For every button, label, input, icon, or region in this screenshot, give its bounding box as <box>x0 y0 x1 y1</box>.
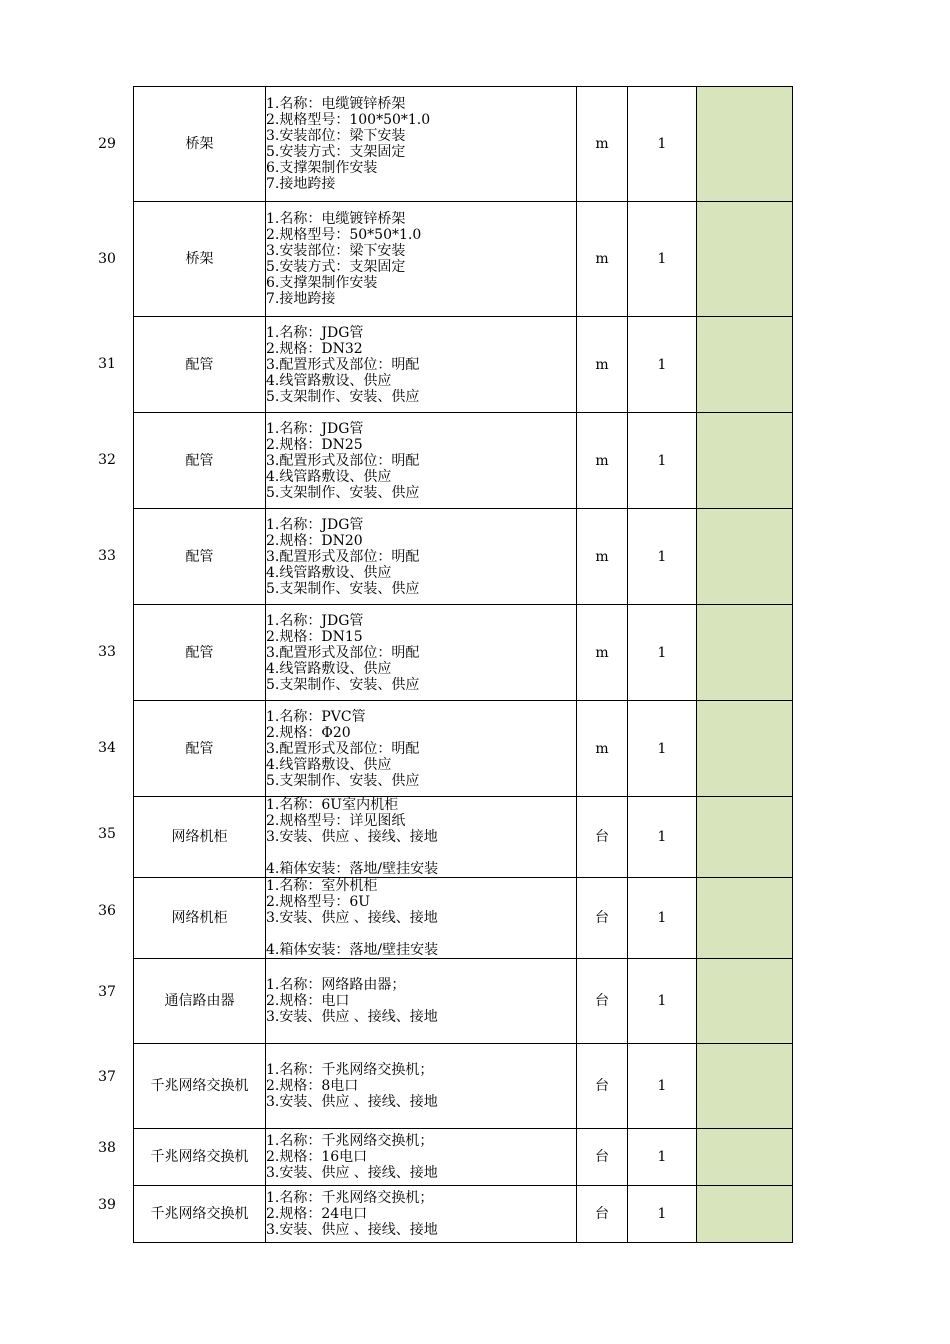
price-input-cell[interactable] <box>697 413 793 509</box>
quantity-cell[interactable]: 1 <box>628 1129 697 1186</box>
row-number: 32 <box>98 452 116 468</box>
description-line: 5.支架制作、安装、供应 <box>266 580 420 597</box>
description-line: 2.规格：8电口 <box>266 1078 359 1094</box>
description-line: 1.名称：室外机柜 <box>266 878 378 894</box>
price-input-cell[interactable] <box>697 605 793 701</box>
description-line: 1.名称：6U室内机柜 <box>266 797 399 813</box>
description-line: 7.接地跨接 <box>266 176 336 192</box>
description-line: 2.规格：电口 <box>266 993 350 1009</box>
table-row <box>134 1186 793 1243</box>
item-description-cell[interactable] <box>266 509 577 605</box>
description-line: 3.安装、供应 、接线、接地 <box>266 1094 438 1110</box>
table-row <box>134 797 793 878</box>
item-name-cell[interactable]: 网络机柜 <box>134 797 266 878</box>
item-description-cell[interactable] <box>266 959 577 1044</box>
description-line: 6.支撑架制作安装 <box>266 275 378 291</box>
row-number: 33 <box>98 644 116 660</box>
item-description-cell[interactable] <box>266 1186 577 1243</box>
item-name-cell[interactable]: 桥架 <box>134 202 266 317</box>
description-line: 2.规格：DN15 <box>266 628 363 645</box>
row-number: 30 <box>98 250 116 267</box>
description-line: 5.支架制作、安装、供应 <box>266 676 420 693</box>
unit-cell[interactable]: m <box>577 701 628 797</box>
quantity-cell[interactable]: 1 <box>628 87 697 202</box>
table-row <box>134 509 793 605</box>
quantity-cell[interactable]: 1 <box>628 202 697 317</box>
item-name-cell[interactable]: 配管 <box>134 317 266 413</box>
description-line: 3.配置形式及部位：明配 <box>266 452 420 469</box>
item-name-cell[interactable]: 配管 <box>134 605 266 701</box>
description-line: 2.规格型号：50*50*1.0 <box>266 227 422 243</box>
price-input-cell[interactable] <box>697 1044 793 1129</box>
row-number: 39 <box>98 1196 116 1213</box>
row-number: 35 <box>98 826 116 842</box>
unit-cell[interactable]: 台 <box>577 1044 628 1129</box>
description-line <box>266 926 576 942</box>
unit-cell[interactable]: m <box>577 413 628 509</box>
item-name-cell[interactable]: 千兆网络交换机 <box>134 1044 266 1129</box>
description-line: 4.箱体安装：落地/壁挂安装 <box>266 861 439 877</box>
quantity-cell[interactable]: 1 <box>628 797 697 878</box>
description-line: 1.名称：PVC管 <box>266 708 366 725</box>
description-line: 3.安装、供应 、接线、接地 <box>266 910 438 926</box>
description-line: 3.安装、供应 、接线、接地 <box>266 829 438 845</box>
table-row <box>134 878 793 959</box>
item-description-cell[interactable] <box>266 1129 577 1186</box>
description-line: 3.安装部位：梁下安装 <box>266 128 406 144</box>
unit-cell[interactable]: 台 <box>577 1186 628 1243</box>
item-description-cell[interactable] <box>266 797 577 878</box>
description-line: 2.规格型号：100*50*1.0 <box>266 112 431 128</box>
row-number: 38 <box>98 1139 116 1156</box>
price-input-cell[interactable] <box>697 87 793 202</box>
unit-cell[interactable]: m <box>577 202 628 317</box>
description-line: 5.支架制作、安装、供应 <box>266 484 420 501</box>
description-line: 4.线管路敷设、供应 <box>266 660 392 677</box>
row-number: 37 <box>98 1068 116 1085</box>
description-line: 4.线管路敷设、供应 <box>266 564 392 581</box>
description-line: 4.线管路敷设、供应 <box>266 372 392 389</box>
quantity-cell[interactable]: 1 <box>628 959 697 1044</box>
description-line: 1.名称：JDG管 <box>266 516 364 533</box>
table-row <box>134 1044 793 1129</box>
unit-cell[interactable]: m <box>577 509 628 605</box>
description-line: 3.配置形式及部位：明配 <box>266 548 420 565</box>
row-number: 29 <box>98 135 116 152</box>
row-number: 36 <box>98 902 116 919</box>
bill-of-quantities-table <box>133 86 793 1243</box>
row-number: 37 <box>98 983 116 1000</box>
description-line: 5.安装方式：支架固定 <box>266 259 406 275</box>
table-row <box>134 413 793 509</box>
item-name-cell[interactable]: 网络机柜 <box>134 878 266 959</box>
description-line: 2.规格：24电口 <box>266 1206 368 1222</box>
description-line: 3.安装部位：梁下安装 <box>266 243 406 259</box>
price-input-cell[interactable] <box>697 317 793 413</box>
description-line: 3.配置形式及部位：明配 <box>266 356 420 373</box>
price-input-cell[interactable] <box>697 1129 793 1186</box>
row-number: 31 <box>98 356 116 372</box>
description-line: 3.配置形式及部位：明配 <box>266 644 420 661</box>
item-description-cell[interactable] <box>266 605 577 701</box>
description-line: 2.规格：Φ20 <box>266 724 351 741</box>
unit-cell[interactable]: m <box>577 317 628 413</box>
table-row <box>134 87 793 202</box>
description-line: 4.箱体安装：落地/壁挂安装 <box>266 942 439 958</box>
description-line: 1.名称：电缆镀锌桥架 <box>266 96 406 112</box>
description-line: 5.支架制作、安装、供应 <box>266 388 420 405</box>
description-line: 2.规格：DN25 <box>266 436 363 453</box>
description-line: 6.支撑架制作安装 <box>266 160 378 176</box>
item-description-cell[interactable] <box>266 202 577 317</box>
item-description-cell[interactable] <box>266 1044 577 1129</box>
table-row <box>134 317 793 413</box>
description-line: 7.接地跨接 <box>266 291 336 307</box>
description-line: 3.配置形式及部位：明配 <box>266 740 420 757</box>
description-line: 2.规格型号：详见图纸 <box>266 813 406 829</box>
price-input-cell[interactable] <box>697 959 793 1044</box>
unit-cell[interactable]: 台 <box>577 797 628 878</box>
description-line: 5.支架制作、安装、供应 <box>266 772 420 789</box>
table-row <box>134 1129 793 1186</box>
row-number: 33 <box>98 548 116 564</box>
item-name-cell[interactable]: 桥架 <box>134 87 266 202</box>
item-name-cell[interactable]: 千兆网络交换机 <box>134 1129 266 1186</box>
description-line: 2.规格：16电口 <box>266 1149 368 1165</box>
unit-cell[interactable]: 台 <box>577 959 628 1044</box>
description-line: 1.名称：网络路由器； <box>266 977 406 993</box>
quantity-cell[interactable]: 1 <box>628 1044 697 1129</box>
description-line: 2.规格：DN20 <box>266 532 363 549</box>
description-line: 1.名称：JDG管 <box>266 420 364 437</box>
description-line: 2.规格：DN32 <box>266 340 363 357</box>
item-name-cell[interactable]: 配管 <box>134 509 266 605</box>
table-row <box>134 605 793 701</box>
item-name-cell[interactable]: 通信路由器 <box>134 959 266 1044</box>
description-line: 3.安装、供应 、接线、接地 <box>266 1222 438 1238</box>
price-input-cell[interactable] <box>697 1186 793 1243</box>
quantity-cell[interactable]: 1 <box>628 605 697 701</box>
price-input-cell[interactable] <box>697 509 793 605</box>
item-description-cell[interactable] <box>266 878 577 959</box>
table-row <box>134 701 793 797</box>
item-name-cell[interactable]: 千兆网络交换机 <box>134 1186 266 1243</box>
quantity-cell[interactable]: 1 <box>628 701 697 797</box>
item-description-cell[interactable] <box>266 701 577 797</box>
item-description-cell[interactable] <box>266 413 577 509</box>
quantity-cell[interactable]: 1 <box>628 509 697 605</box>
description-line: 4.线管路敷设、供应 <box>266 756 392 773</box>
price-input-cell[interactable] <box>697 701 793 797</box>
unit-cell[interactable]: 台 <box>577 878 628 959</box>
unit-cell[interactable]: m <box>577 605 628 701</box>
description-line: 2.规格型号：6U <box>266 894 371 910</box>
quantity-cell[interactable]: 1 <box>628 878 697 959</box>
description-line: 3.安装、供应 、接线、接地 <box>266 1009 438 1025</box>
item-description-cell[interactable] <box>266 87 577 202</box>
quantity-cell[interactable]: 1 <box>628 317 697 413</box>
description-line: 1.名称：电缆镀锌桥架 <box>266 211 406 227</box>
description-line: 1.名称：千兆网络交换机； <box>266 1190 434 1206</box>
item-description-cell[interactable] <box>266 317 577 413</box>
table-row <box>134 959 793 1044</box>
quantity-cell[interactable]: 1 <box>628 413 697 509</box>
description-line: 1.名称：JDG管 <box>266 324 364 341</box>
item-name-cell[interactable]: 配管 <box>134 413 266 509</box>
description-line <box>266 845 576 861</box>
price-input-cell[interactable] <box>697 797 793 878</box>
quantity-cell[interactable]: 1 <box>628 1186 697 1243</box>
description-line: 3.安装、供应 、接线、接地 <box>266 1165 438 1181</box>
description-line: 5.安装方式：支架固定 <box>266 144 406 160</box>
price-input-cell[interactable] <box>697 202 793 317</box>
unit-cell[interactable]: m <box>577 87 628 202</box>
description-line: 4.线管路敷设、供应 <box>266 468 392 485</box>
item-name-cell[interactable]: 配管 <box>134 701 266 797</box>
row-number: 34 <box>98 740 116 756</box>
description-line: 1.名称：千兆网络交换机； <box>266 1133 434 1149</box>
description-line: 1.名称：千兆网络交换机； <box>266 1062 434 1078</box>
price-input-cell[interactable] <box>697 878 793 959</box>
unit-cell[interactable]: 台 <box>577 1129 628 1186</box>
table-row <box>134 202 793 317</box>
description-line: 1.名称：JDG管 <box>266 612 364 629</box>
